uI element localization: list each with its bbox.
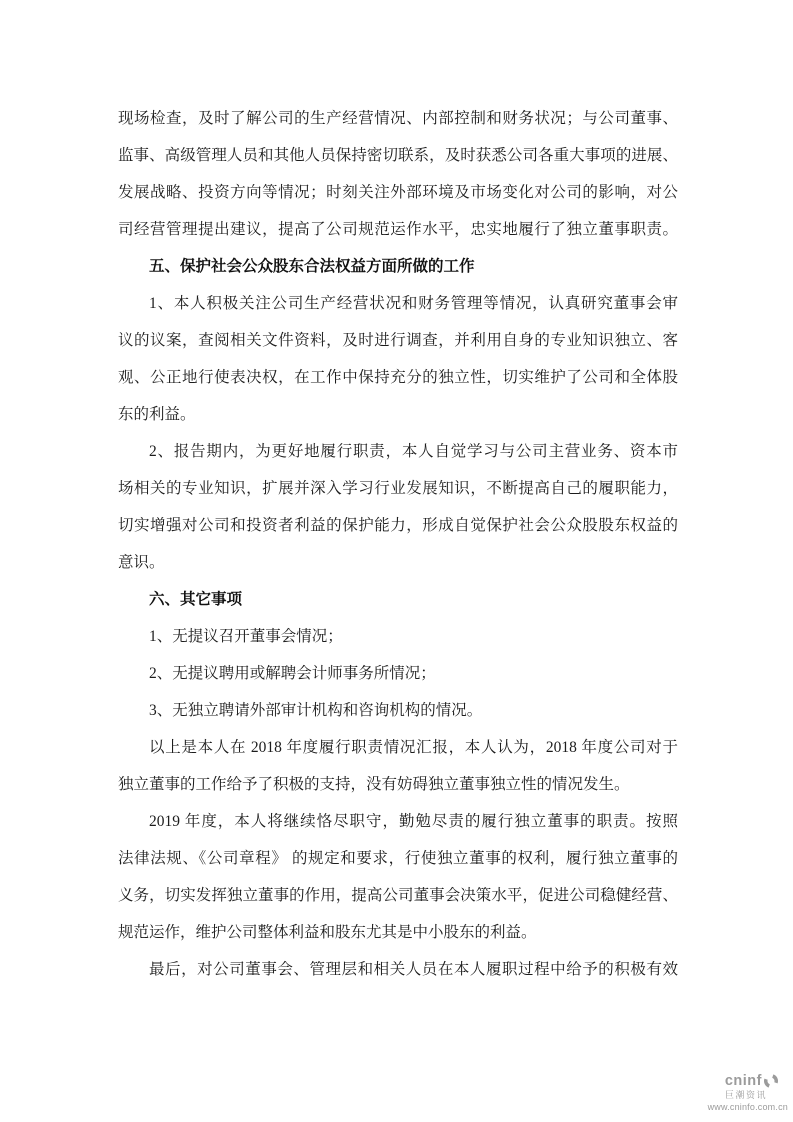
- text-line: 场相关的专业知识，扩展并深入学习行业发展知识，不断提高自己的履职能力，: [118, 480, 678, 497]
- text-line: 独立董事的工作给予了积极的支持，没有妨碍独立董事独立性的情况发生。: [118, 776, 630, 793]
- paragraph: [118, 803, 678, 951]
- cninfo-chinese-name: 巨潮资讯: [724, 1090, 767, 1100]
- text-line: 监事、高级管理人员和其他人员保持密切联系，及时获悉公司各重大事项的进展、: [118, 147, 678, 164]
- text-line: 发展战略、投资方向等情况；时刻关注外部环境及市场变化对公司的影响，对公: [118, 184, 678, 201]
- paragraph: [118, 729, 678, 803]
- text-line: 1、无提议召开董事会情况；: [149, 628, 343, 645]
- section-heading: [118, 581, 678, 618]
- text-line: 1、本人积极关注公司生产经营状况和财务管理等情况，认真研究董事会审: [149, 295, 678, 312]
- text-line: 最后，对公司董事会、管理层和相关人员在本人履职过程中给予的积极有效: [149, 961, 678, 978]
- text-line: 2019 年度，本人将继续恪尽职守，勤勉尽责的履行独立董事的职责。按照: [149, 813, 678, 830]
- text-line: 以上是本人在 2018 年度履行职责情况汇报，本人认为，2018 年度公司对于: [149, 739, 678, 756]
- text-line: 法律法规、《公司章程》 的规定和要求，行使独立董事的权利，履行独立董事的: [118, 850, 678, 867]
- text-line: 2、报告期内，为更好地履行职责，本人自觉学习与公司主营业务、资本市: [149, 443, 678, 460]
- text-line: 意识。: [118, 554, 165, 571]
- text-line: 观、公正地行使表决权，在工作中保持充分的独立性，切实维护了公司和全体股: [118, 369, 678, 386]
- text-line: 规范运作，维护公司整体利益和股东尤其是中小股东的利益。: [118, 924, 537, 941]
- swirl-icon: [763, 1073, 779, 1089]
- text-line: 司经营管理提出建议，提高了公司规范运作水平，忠实地履行了独立董事职责。: [118, 221, 678, 238]
- document-body: [118, 100, 678, 988]
- cninfo-brand-row: [708, 1073, 779, 1089]
- section-heading: [118, 248, 678, 285]
- paragraph: [118, 285, 678, 433]
- text-line: 东的利益。: [118, 406, 196, 423]
- text-line: 2、无提议聘用或解聘会计师事务所情况；: [149, 665, 436, 682]
- cninfo-watermark: [708, 1073, 788, 1112]
- paragraph: [118, 655, 678, 692]
- cninfo-url: www.cninfo.com.cn: [707, 1102, 788, 1112]
- text-line: 3、无独立聘请外部审计机构和咨询机构的情况。: [149, 702, 483, 719]
- text-line: 义务，切实发挥独立董事的作用，提高公司董事会决策水平，促进公司稳健经营、: [118, 887, 678, 904]
- paragraph: [118, 692, 678, 729]
- text-line: 五、保护社会公众股东合法权益方面所做的工作: [149, 258, 475, 275]
- paragraph: [118, 100, 678, 248]
- text-line: 切实增强对公司和投资者利益的保护能力，形成自觉保护社会公众股股东权益的: [118, 517, 678, 534]
- text-line: 议的议案，查阅相关文件资料，及时进行调查，并利用自身的专业知识独立、客: [118, 332, 678, 349]
- text-line: 六、其它事项: [149, 591, 243, 608]
- paragraph: [118, 618, 678, 655]
- cninfo-brand-text: cninf: [724, 1073, 762, 1089]
- text-line: 现场检查，及时了解公司的生产经营情况、内部控制和财务状况；与公司董事、: [118, 110, 678, 127]
- paragraph: [118, 951, 678, 988]
- paragraph: [118, 433, 678, 581]
